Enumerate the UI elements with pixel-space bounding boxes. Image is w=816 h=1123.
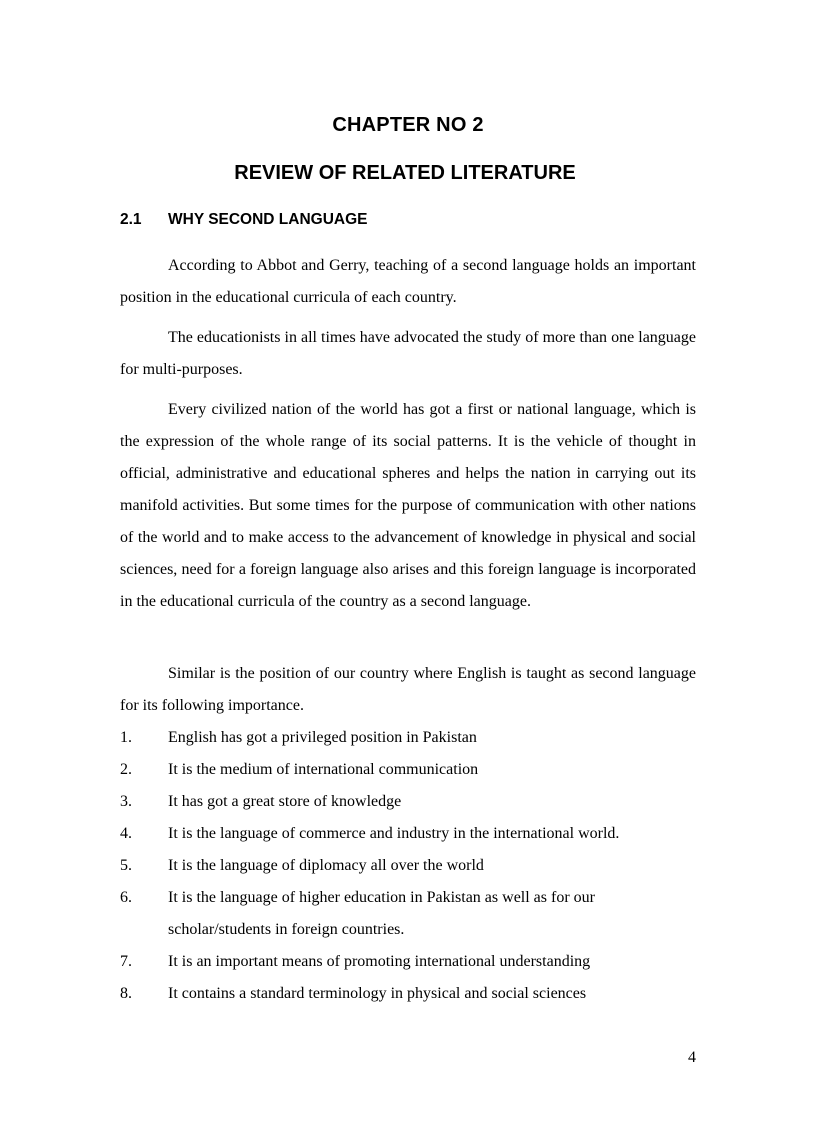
list-item [120, 754, 696, 786]
list-item-number: 3. [120, 793, 132, 810]
section-number: 2.1 [120, 211, 142, 228]
list-item-number: 1. [120, 729, 132, 746]
list-item [120, 786, 696, 818]
list-item-number: 5. [120, 857, 132, 874]
list-item [120, 946, 696, 978]
list-item [120, 882, 696, 946]
paragraph: According to Abbot and Gerry, teaching of a second language holds an important position in the educational curricula of each country. [120, 257, 696, 306]
list-item [120, 722, 696, 754]
list-item-number: 7. [120, 953, 132, 970]
paragraph: Similar is the position of our country where English is taught as second language for its following importance. [120, 665, 696, 714]
list-item-text: It contains a standard terminology in physical and social sciences [168, 985, 587, 1002]
list-item [120, 818, 696, 850]
list-item-text: It is the language of commerce and industry in the international world. [168, 825, 620, 842]
paragraph: The educationists in all times have advocated the study of more than one language for multi-purposes. [120, 329, 696, 378]
section-title: WHY SECOND LANGUAGE [168, 211, 368, 228]
list-item [120, 978, 696, 1010]
paragraph: Every civilized nation of the world has got a first or national language, which is the expression of the whole range of its social patterns. It is the vehicle of thought in official, administrative and educational spheres and helps the nation in carrying out its manifold activities. But some times for the purpose of communication with other nations of the world and to make access to the advancement of knowledge in physical and social sciences, need for a foreign language also arises and this foreign language is incorporated in the educational curricula of the country as a second language. [120, 401, 696, 610]
chapter-title: CHAPTER NO 2 [332, 114, 484, 136]
list-item-text: It has got a great store of knowledge [168, 793, 402, 810]
list-item-number: 2. [120, 761, 132, 778]
list-item-number: 8. [120, 985, 132, 1002]
list-item [120, 850, 696, 882]
list-item-text: It is the language of diplomacy all over the world [168, 857, 484, 874]
list-item-text: It is an important means of promoting international understanding [168, 953, 591, 970]
list-item-text: It is the medium of international communication [168, 761, 479, 778]
list-item-text: English has got a privileged position in Pakistan [168, 729, 477, 746]
list-item-number: 6. [120, 889, 132, 906]
list-item-text: It is the language of higher education in Pakistan as well as for our scholar/students in foreign countries. [168, 889, 595, 938]
page-number: 4 [688, 1049, 696, 1066]
importance-list [120, 722, 696, 1010]
section-heading [120, 211, 368, 229]
list-item-number: 4. [120, 825, 132, 842]
chapter-subtitle: REVIEW OF RELATED LITERATURE [234, 162, 576, 184]
